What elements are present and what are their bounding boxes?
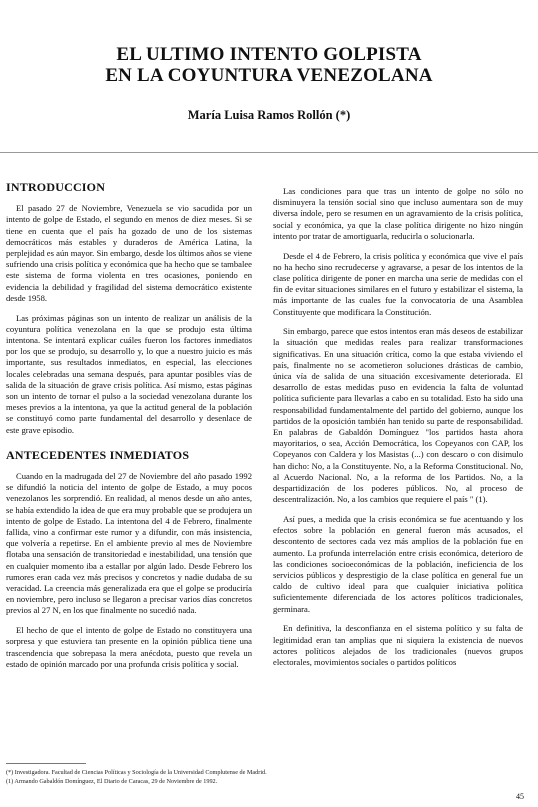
article-title xyxy=(0,44,538,86)
paragraph: Así pues, a medida que la crisis económica se fue acentuando y los efectos sobre la población en general fueron más acusados, el descontento de sectores cada vez más amplios de la población fue en aumento. La profunda interrelación entre crisis económica, deterioro de las condiciones socioeconómicas de la población, ineficiencia de los servicios públicos y desprestigio de la clase política en general fue un caldo de cultivo ideal para que cualquier iniciativa política suficientemente diferenciada de los actores políticos tradicionales, germinara. xyxy=(273,513,523,614)
author-byline: María Luisa Ramos Rollón (*) xyxy=(187,108,351,122)
paragraph: Cuando en la madrugada del 27 de Noviembre del año pasado 1992 se difundió la noticia del intento de golpe de Estado, a muy pocos venezolanos les sorprendió. En realidad, al menos desde un año antes, se había extendido la idea de que era muy probable que se produjera un intento de golpe de Estado. La intentona del 4 de Febrero, finalmente fallida, vino a confirmar este rumor y a difundir, con más insistencia, que volvería a repetirse. En el ambiente previo al mes de Noviembre flotaba una sensación de transitoriedad e inestabilidad, una tensión que en cualquier momento iba a estallar por algún lado. Desde Febrero los rumores eran cada vez más precisos y concretos y nadie dudaba de su veracidad. La creencia más generalizada era que el golpe se produciría en noviembre, pero incluso se llegaron a precisar varios días concretos previos al 27 N, en los que finalmente no sucedió nada. xyxy=(6,470,252,616)
title-line-1: EL ULTIMO INTENTO GOLPISTA xyxy=(116,44,422,65)
paragraph: Las condiciones para que tras un intento de golpe no sólo no disminuyera la tensión social sino que incluso aumentara son de muy diversa índole, pero se resumen en un agravamiento de la crisis política, social y económica, ya que la clase política dirigente no hizo ningún intento por tratar de amortiguarla, reducirla o solucionarla. xyxy=(273,186,523,241)
paragraph: El pasado 27 de Noviembre, Venezuela se vio sacudida por un intento de golpe de Estado, el segundo en menos de diez meses. Si se tiene en cuenta que el país ha gozado de uno de los sistemas democráticos más estables y duraderos de América Latina, la perplejidad es aún mayor. Sin embargo, desde los últimos años se viene sufriendo una crisis política y económica que ha hecho que se tambalee este sistema de forma violenta en tres ocasiones, poniendo en evidencia la debilidad y fragilidad del sistema democrático existente desde 1958. xyxy=(6,203,252,303)
header-divider xyxy=(0,152,538,153)
title-line-2: EN LA COYUNTURA VENEZOLANA xyxy=(105,65,433,86)
paragraph: El hecho de que el intento de golpe de Estado no constituyera una sorpresa y que estuviera tan presente en la opinión pública tiene una trascendencia que sobrepasa la mera anécdota, puesto que revela un estado de opinión marcado por una profunda crisis política y social. xyxy=(6,625,252,669)
section-heading-introduccion: INTRODUCCION xyxy=(6,180,106,194)
footnote-1: (1) Armando Gabaldón Domínguez, El Diario de Caracas, 29 de Noviembre de 1992. xyxy=(6,778,218,785)
footnotes xyxy=(6,768,526,786)
paragraph: Desde el 4 de Febrero, la crisis política y económica que vive el país no ha hecho sino recrudecerse y agravarse, a pesar de los intentos de la clase política dirigente de poner en marcha una serie de medidas con el fin de evitar situaciones similares en el futuro y estabilizar el sistema, la más importante de las cuales fue la convocatoria de una Asamblea Constituyente que modificara la Constitución. xyxy=(273,250,523,317)
footnote-divider xyxy=(6,763,86,764)
paragraph: Las próximas páginas son un intento de realizar un análisis de la coyuntura política venezolana en la que se produjo esta última intentona. Se intentará explicar cuáles fueron los factores inmediatos por los que se produjo, su desarrollo y, lo que a nuestro juicio es más importante, sus resultados inmediatos, en especial, las elecciones locales celebradas una semana después, para apuntar posibles vías de salida de la situación de grave crisis política. Así mismo, estas páginas son un intento de tornar el pulso a la sociedad venezolana durante los meses previos a la intentona, ya que la actitud general de la población se constituyó como parte fundamental del desarrollo y desenlace de este grave episodio. xyxy=(6,312,252,435)
footnote-author: (*) Investigadora. Facultad de Ciencias Políticas y Sociología de la Universidad Complutense de Madrid. xyxy=(6,769,267,776)
page-number: 45 xyxy=(516,792,524,801)
left-column xyxy=(6,178,252,678)
section-heading-antecedentes: ANTECEDENTES INMEDIATOS xyxy=(6,447,190,462)
paragraph: En definitiva, la desconfianza en el sistema político y su falta de legitimidad eran tan amplias que ni siquiera la existencia de nuevos actores políticos alejados de los tradicionales (nuevos grupos electorales, movimientos sociales o partidos políticos xyxy=(273,623,523,667)
right-column xyxy=(273,186,523,677)
paragraph: Sin embargo, parece que estos intentos eran más deseos de estabilizar la situación que medidas reales para realizar transformaciones significativas. En una situación crítica, como la que estaba viviendo el país, finalmente no se acometieron soluciones drásticas de cambio, única vía de salida de una situación excesivamente deteriorada. El desarrollo de estas medidas puso en evidencia la falta de voluntad política suficiente para llevarlas a cabo en su totalidad. Esto ha sido una responsabilidad fundamentalmente del partido del gobierno, aunque los partidos de la oposición también han tenido su parte de responsabilidad. En palabras de Gabaldón Domínguez "los partidos hasta ahora mayoritarios, o sea, Acción Democrática, los Copeyanos con CAP, los Copeyanos con Caldera y los Masistas (...) con descaro o con disimulo han dicho: No, a la Constituyente. No, a la Reforma Constitucional. No, al Acuerdo Nacional. No, a la reforma de los Partidos. No, a la despartidización de los poderes públicos. No, al proceso de descentralización. No, a los cambios que requiere el país " (1). xyxy=(273,326,523,505)
